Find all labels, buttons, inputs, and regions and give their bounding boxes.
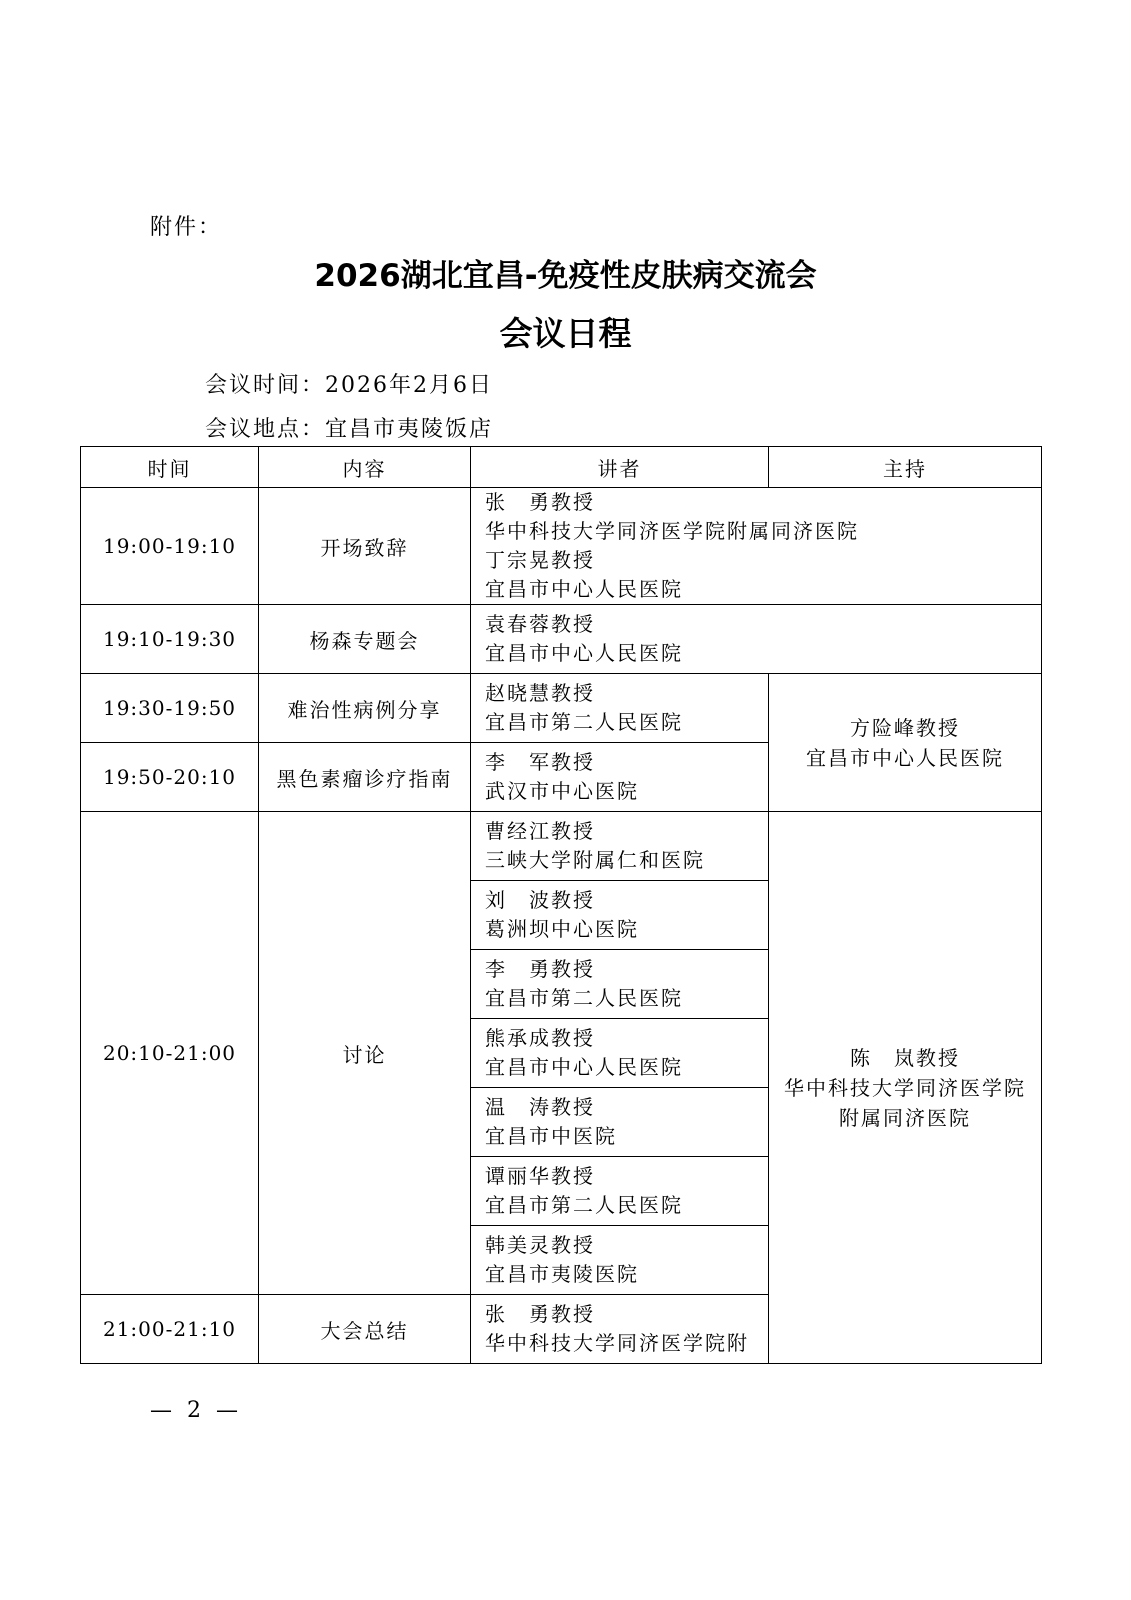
speaker-affiliation: 华中科技大学同济医学院附 — [485, 1331, 749, 1355]
cell-speaker — [471, 881, 769, 950]
table-row — [81, 674, 1042, 743]
cell-topic: 杨森专题会 — [259, 605, 471, 674]
header-topic: 内容 — [259, 447, 471, 488]
schedule-table — [80, 446, 1042, 1364]
speaker-affiliation: 宜昌市中心人民医院 — [485, 577, 683, 601]
speaker-name: 丁宗晃教授 — [485, 548, 595, 572]
speaker-name: 刘 波教授 — [485, 888, 595, 912]
cell-speaker — [471, 1226, 769, 1295]
page-subtitle: 会议日程 — [499, 314, 632, 353]
speaker-name: 温 涛教授 — [485, 1095, 595, 1119]
cell-time: 19:10-19:30 — [81, 605, 259, 674]
meeting-place: 会议地点：宜昌市夷陵饭店 — [205, 417, 494, 442]
host-affiliation: 宜昌市中心人民医院 — [806, 745, 1004, 770]
cell-topic: 讨论 — [259, 812, 471, 1295]
attachment-label: 附件： — [150, 215, 223, 240]
cell-topic: 难治性病例分享 — [259, 674, 471, 743]
cell-time: 19:00-19:10 — [81, 488, 259, 605]
cell-time: 19:30-19:50 — [81, 674, 259, 743]
cell-topic: 开场致辞 — [259, 488, 471, 605]
speaker-name: 李 军教授 — [485, 750, 595, 774]
speaker-name: 赵晓慧教授 — [485, 681, 595, 705]
speaker-affiliation: 华中科技大学同济医学院附属同济医院 — [485, 519, 859, 543]
cell-speaker — [471, 1295, 769, 1364]
cell-speaker — [471, 674, 769, 743]
cell-speaker — [471, 950, 769, 1019]
host-affiliation: 华中科技大学同济医学院 — [784, 1075, 1026, 1100]
speaker-name: 袁春蓉教授 — [485, 612, 595, 636]
host-name: 方险峰教授 — [850, 715, 960, 740]
speaker-name: 熊承成教授 — [485, 1026, 595, 1050]
speaker-affiliation: 葛洲坝中心医院 — [485, 917, 639, 941]
table-header-row — [81, 447, 1042, 488]
table-row — [81, 605, 1042, 674]
cell-time: 20:10-21:00 — [81, 812, 259, 1295]
cell-speaker — [471, 743, 769, 812]
table-row — [81, 488, 1042, 605]
speaker-name: 谭丽华教授 — [485, 1164, 595, 1188]
speaker-affiliation: 宜昌市第二人民医院 — [485, 710, 683, 734]
speaker-affiliation: 宜昌市夷陵医院 — [485, 1262, 639, 1286]
speaker-name: 李 勇教授 — [485, 957, 595, 981]
host-affiliation: 附属同济医院 — [839, 1105, 971, 1130]
cell-speaker — [471, 1157, 769, 1226]
cell-speaker — [471, 812, 769, 881]
page-number: — 2 — — [150, 1398, 242, 1423]
cell-speaker — [471, 605, 1042, 674]
speaker-name: 张 勇教授 — [485, 1302, 595, 1326]
speaker-affiliation: 武汉市中心医院 — [485, 779, 639, 803]
cell-topic: 大会总结 — [259, 1295, 471, 1364]
meeting-time: 会议时间：2026年2月6日 — [205, 373, 493, 398]
page-title: 2026湖北宜昌-免疫性皮肤病交流会 — [314, 258, 817, 294]
speaker-name: 韩美灵教授 — [485, 1233, 595, 1257]
cell-time: 19:50-20:10 — [81, 743, 259, 812]
table-row — [81, 812, 1042, 881]
speaker-affiliation: 宜昌市中心人民医院 — [485, 1055, 683, 1079]
cell-speaker — [471, 1088, 769, 1157]
cell-host — [769, 812, 1042, 1364]
speaker-affiliation: 宜昌市中心人民医院 — [485, 641, 683, 665]
header-time: 时间 — [81, 447, 259, 488]
host-name: 陈 岚教授 — [850, 1045, 960, 1070]
speaker-name: 曹经江教授 — [485, 819, 595, 843]
cell-host — [769, 674, 1042, 812]
header-host: 主持 — [769, 447, 1042, 488]
speaker-affiliation: 宜昌市中医院 — [485, 1124, 617, 1148]
speaker-affiliation: 宜昌市第二人民医院 — [485, 1193, 683, 1217]
cell-time: 21:00-21:10 — [81, 1295, 259, 1364]
speaker-name: 张 勇教授 — [485, 490, 595, 514]
speaker-affiliation: 三峡大学附属仁和医院 — [485, 848, 705, 872]
cell-topic: 黑色素瘤诊疗指南 — [259, 743, 471, 812]
speaker-affiliation: 宜昌市第二人民医院 — [485, 986, 683, 1010]
header-speaker: 讲者 — [471, 447, 769, 488]
cell-speaker — [471, 488, 1042, 605]
cell-speaker — [471, 1019, 769, 1088]
